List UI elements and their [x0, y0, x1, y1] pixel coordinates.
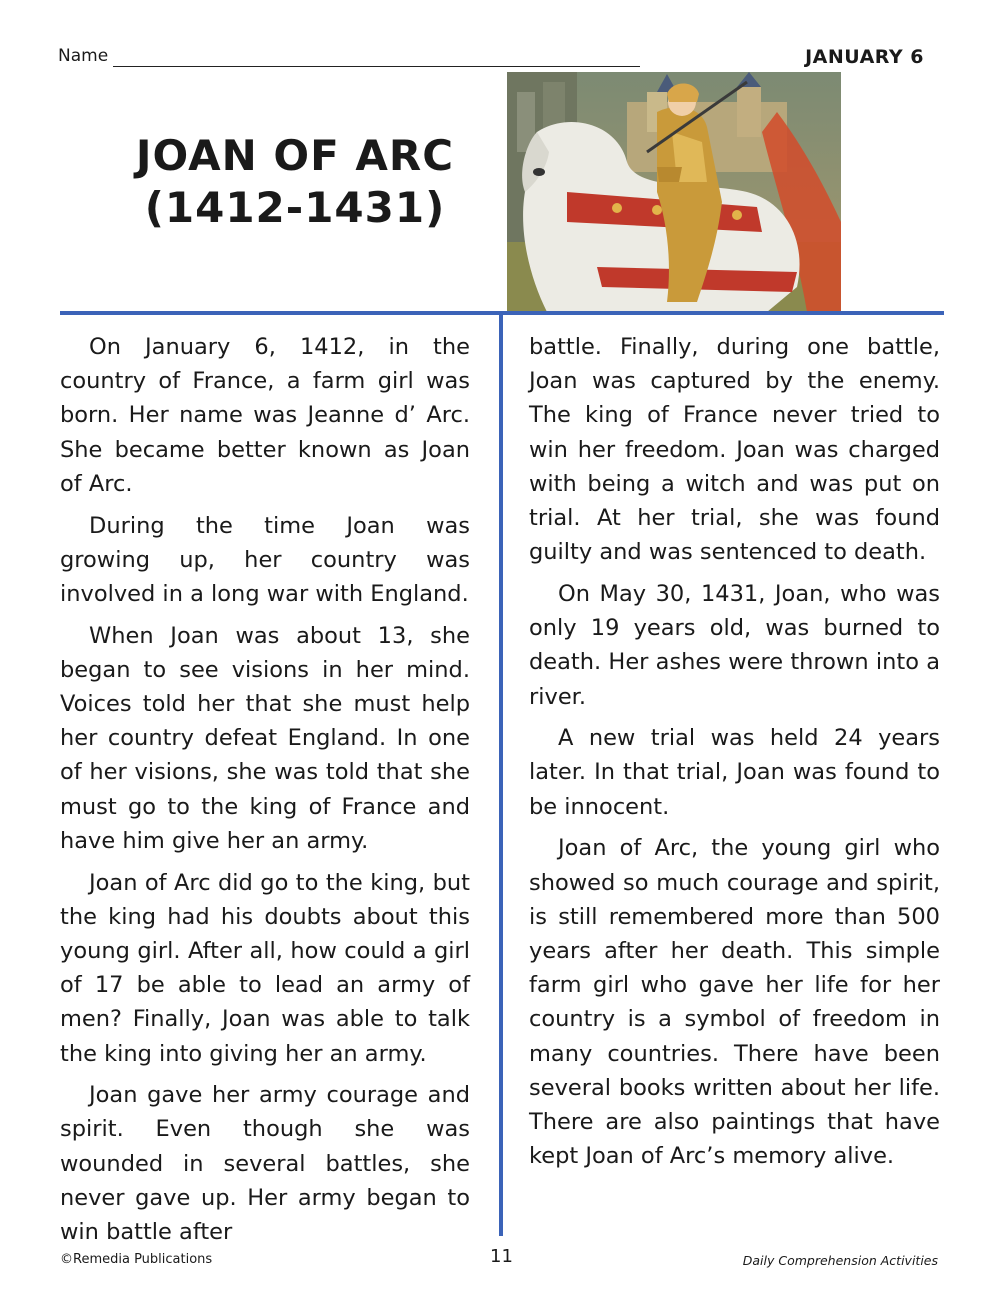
paragraph: Joan of Arc did go to the king, but the king had his doubts about this young girl. After all, how could a girl of 17 be able to lead an army of men? Finally, Joan was able to talk the king into giving her an army. [60, 869, 470, 1067]
paragraph: When Joan was about 13, she began to see visions in her mind. Voices told her that she must help her country defeat England. In one of her visions, she was told that she must go to the king of France and have him give her an army. [60, 622, 470, 854]
paragraph: Joan gave her army courage and spirit. Even though she was wounded in several battles, she never gave up. Her army began to win battle after [60, 1082, 470, 1246]
paragraph: During the time Joan was growing up, her country was involved in a long war with England. [60, 512, 470, 607]
name-label: Name [58, 46, 109, 66]
series-title: Daily Comprehension Activities [742, 1253, 938, 1268]
name-input-line[interactable] [113, 66, 640, 67]
page-title [100, 130, 490, 234]
publisher-credit: ©Remedia Publications [60, 1252, 213, 1267]
title-name: JOAN OF ARC [135, 131, 455, 180]
paragraph: A new trial was held 24 years later. In that trial, Joan was found to be innocent. [529, 725, 940, 820]
paragraph: Joan of Arc, the young girl who showed so much courage and spirit, is still remembered more than 500 years after her death. This simple farm girl who gave her life for her country is a symbol of freedom in many countries. There have been several books written about her life. There are also paintings that have kept Joan of Arc’s memory alive. [529, 835, 940, 1170]
title-years: (1412-1431) [144, 183, 446, 232]
right-column [529, 330, 940, 1181]
column-divider [499, 313, 503, 1236]
paragraph-continued: battle. Finally, during one battle, Joan was captured by the enemy. The king of France never tried to win her freedom. Joan was charged with being a witch and was put on trial. At her trial, she was found guilty and was sentenced to death. [529, 334, 940, 566]
page-number: 11 [490, 1246, 513, 1267]
joan-of-arc-portrait [507, 72, 841, 312]
paragraph: On January 6, 1412, in the country of France, a farm girl was born. Her name was Jeanne d’ Arc. She became better known as Joan of Arc. [60, 334, 470, 497]
date-heading: JANUARY 6 [805, 46, 924, 68]
left-column [60, 330, 470, 1257]
paragraph: On May 30, 1431, Joan, who was only 19 years old, was burned to death. Her ashes were thrown into a river. [529, 580, 940, 710]
